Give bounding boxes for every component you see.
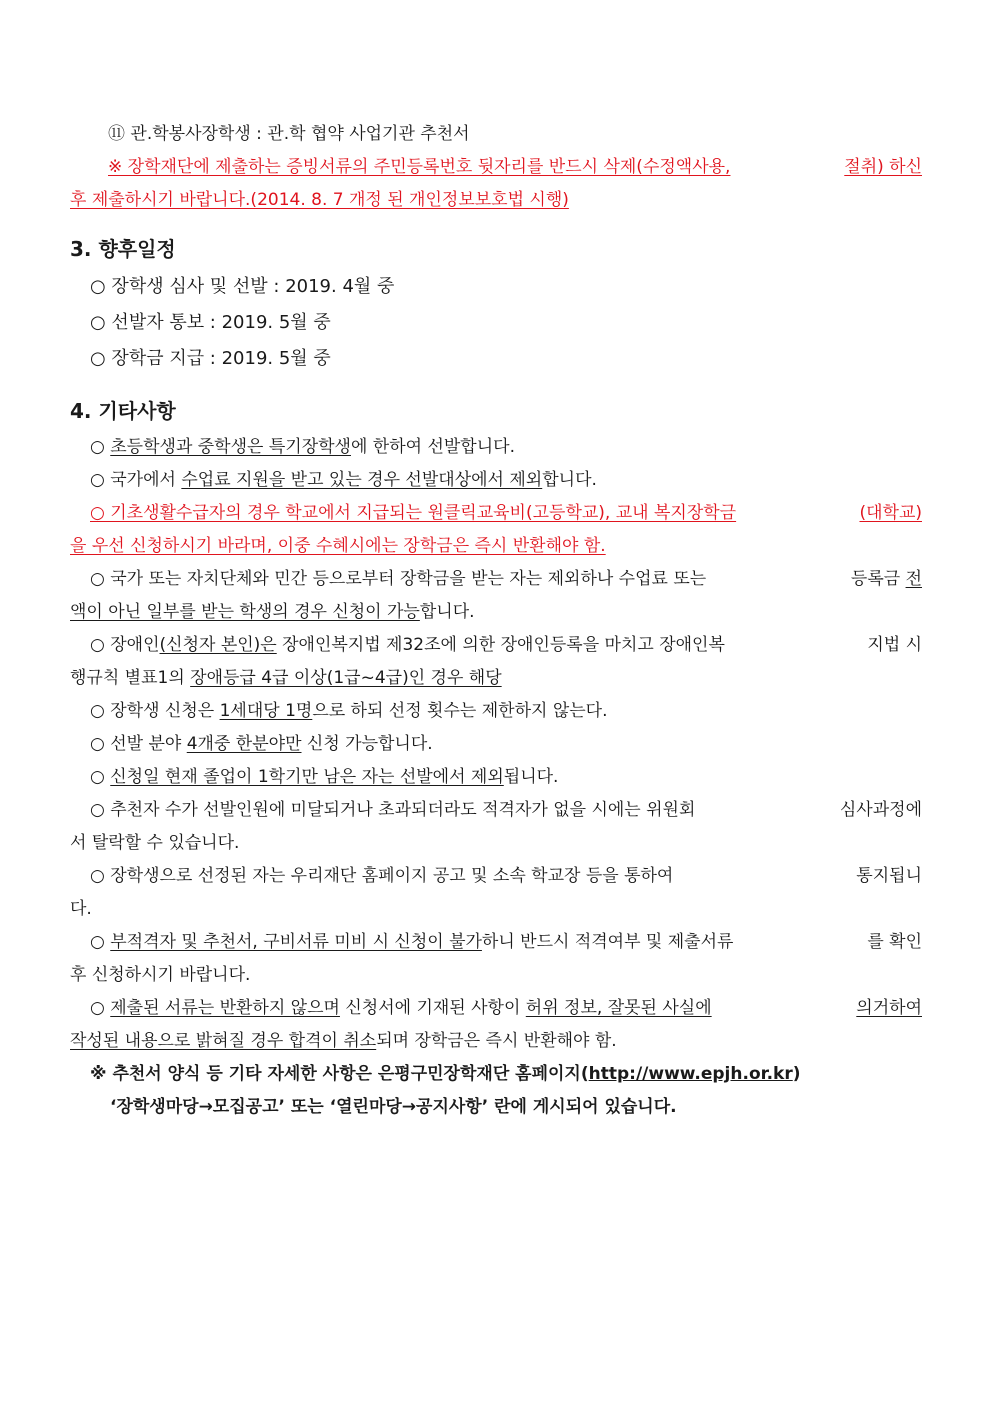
section3-title: 3. 향후일정 [70, 237, 176, 261]
notice-item-5-line1: ○ 장애인(신청자 본인)은 장애인복지법 제32조에 의한 장애인등록을 마치고 장애인복 지법 시 [90, 635, 922, 655]
section4-title: 4. 기타사항 [70, 399, 176, 423]
notice-item-3-line2: 을 우선 신청하시기 바라며, 이중 수혜시에는 장학금은 즉시 반환해야 함. [70, 536, 606, 556]
document-page [70, 118, 922, 1124]
privacy-note-line1: ※ 장학재단에 제출하는 증빙서류의 주민등록번호 뒷자리를 반드시 삭제(수정액사용, 절취) 하신 [108, 157, 922, 177]
schedule-item: ○ 장학생 심사 및 선발 : 2019. 4월 중 [90, 276, 395, 297]
notice-item-11-line2: 후 신청하시기 바랍니다. [70, 965, 251, 985]
footer-note-line1: ※ 추천서 양식 등 기타 자세한 사항은 은평구민장학재단 홈페이지(http://www.epjh.or.kr) [90, 1064, 801, 1084]
notice-item-6: ○ 장학생 신청은 1세대당 1명으로 하되 선정 횟수는 제한하지 않는다. [90, 701, 608, 721]
notice-item-8: ○ 신청일 현재 졸업이 1학기만 남은 자는 선발에서 제외됩니다. [90, 767, 559, 787]
notice-item-7: ○ 선발 분야 4개중 한분야만 신청 가능합니다. [90, 734, 433, 754]
privacy-note-line2: 후 제출하시기 바랍니다.(2014. 8. 7 개정 된 개인정보보호법 시행) [70, 190, 569, 210]
schedule-item: ○ 선발자 통보 : 2019. 5월 중 [90, 312, 331, 333]
item-11: ⑪ 관.학봉사장학생 : 관.학 협약 사업기관 추천서 [108, 124, 470, 144]
footer-note-line2: ‘장학생마당→모집공고’ 또는 ‘열린마당→공지사항’ 란에 게시되어 있습니다. [110, 1097, 677, 1117]
notice-item-9-line1: ○ 추천자 수가 선발인원에 미달되거나 초과되더라도 적격자가 없을 시에는 위원회 심사과정에 [90, 800, 922, 820]
notice-item-1: ○ 초등학생과 중학생은 특기장학생에 한하여 선발합니다. [90, 437, 515, 457]
notice-item-3-line1: ○ 기초생활수급자의 경우 학교에서 지급되는 원클릭교육비(고등학교), 교내 복지장학금 (대학교) [90, 503, 922, 523]
notice-item-4-line1: ○ 국가 또는 자치단체와 민간 등으로부터 장학금을 받는 자는 제외하나 수업료 또는 등록금 전 [90, 569, 922, 589]
notice-item-12-line2: 작성된 내용으로 밝혀질 경우 합격이 취소되며 장학금은 즉시 반환해야 함. [70, 1031, 617, 1051]
notice-item-10-line1: ○ 장학생으로 선정된 자는 우리재단 홈페이지 공고 및 소속 학교장 등을 통하여 통지됩니 [90, 866, 922, 886]
notice-item-10-line2: 다. [70, 899, 92, 919]
notice-item-9-line2: 서 탈락할 수 있습니다. [70, 833, 240, 853]
notice-item-2: ○ 국가에서 수업료 지원을 받고 있는 경우 선발대상에서 제외합니다. [90, 470, 597, 490]
homepage-link[interactable]: http://www.epjh.or.kr [588, 1064, 793, 1084]
notice-item-12-line1: ○ 제출된 서류는 반환하지 않으며 신청서에 기재된 사항이 허위 정보, 잘못된 사실에 의거하여 [90, 998, 922, 1018]
notice-item-11-line1: ○ 부적격자 및 추천서, 구비서류 미비 시 신청이 불가하니 반드시 적격여부 및 제출서류 를 확인 [90, 932, 922, 952]
notice-item-5-line2: 행규칙 별표1의 장애등급 4급 이상(1급~4급)인 경우 해당 [70, 668, 502, 688]
schedule-item: ○ 장학금 지급 : 2019. 5월 중 [90, 348, 331, 369]
notice-item-4-line2: 액이 아닌 일부를 받는 학생의 경우 신청이 가능합니다. [70, 602, 475, 622]
